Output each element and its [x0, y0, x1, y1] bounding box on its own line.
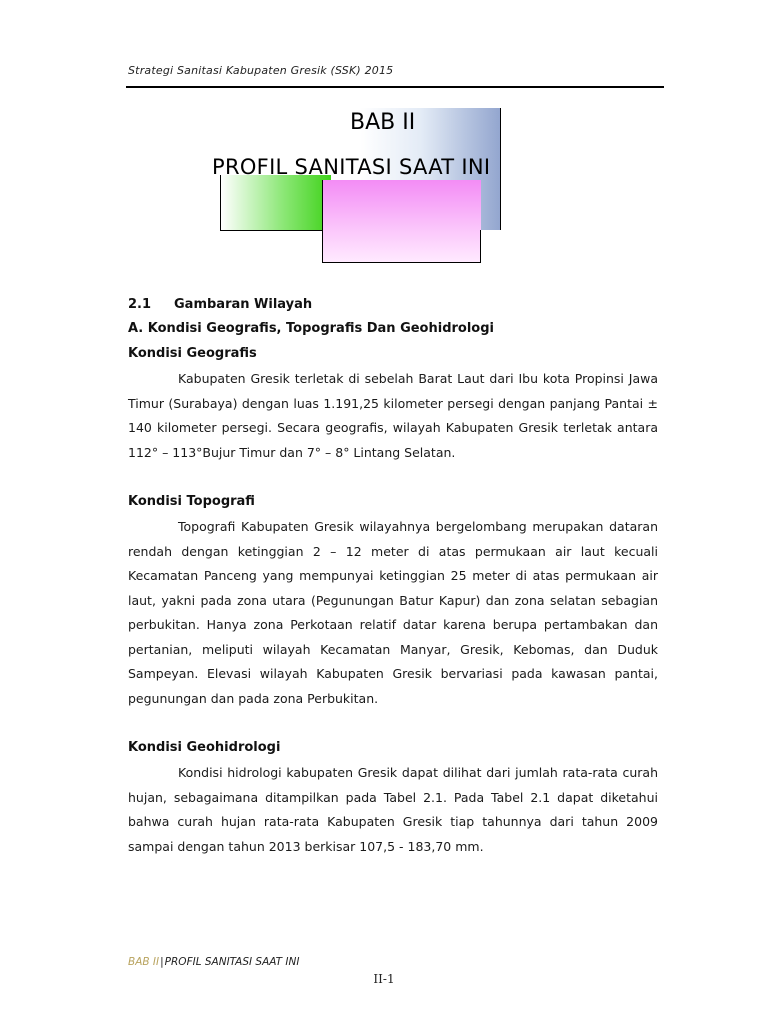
geohidrologi-heading: Kondisi Geohidrologi [128, 740, 281, 755]
footer-chapter-label [128, 956, 300, 968]
subsection-heading: A. Kondisi Geografis, Topografis Dan Geohidrologi [128, 321, 494, 336]
header-rule [126, 86, 664, 88]
geografis-paragraph: Kabupaten Gresik terletak di sebelah Barat Laut dari Ibu kota Propinsi Jawa Timur (Surabaya) dengan luas 1.191,25 kilometer persegi dengan panjang Pantai ± 140 kilometer persegi. Secara geografis, wilayah Kabupaten Gresik terletak antara 112° – 113°Bujur Timur dan 7° – 8° Lintang Selatan. [128, 371, 658, 460]
running-header: Strategi Sanitasi Kabupaten Gresik (SSK) 2015 [128, 64, 394, 77]
spacer [128, 465, 658, 489]
chapter-number: BAB II [350, 110, 416, 135]
section-heading [128, 293, 658, 317]
main-content [128, 293, 658, 859]
decorative-green-box [220, 175, 331, 231]
chapter-title: PROFIL SANITASI SAAT INI [212, 155, 491, 179]
decorative-pink-box [322, 180, 481, 263]
footer-title: PROFIL SANITASI SAAT INI [164, 956, 300, 968]
geohidrologi-paragraph: Kondisi hidrologi kabupaten Gresik dapat dilihat dari jumlah rata-rata curah hujan, sebagaimana ditampilkan pada Tabel 2.1. Pada Tabel 2.1 dapat diketahui bahwa curah hujan rata-rata Kabupaten Gresik tiap tahunnya dari tahun 2009 sampai dengan tahun 2013 berkisar 107,5 - 183,70 mm. [128, 765, 658, 854]
footer-bab: BAB II [128, 956, 160, 968]
decorative-line [480, 230, 481, 262]
section-number: 2.1 [128, 297, 152, 312]
spacer [128, 711, 658, 735]
topografi-paragraph: Topografi Kabupaten Gresik wilayahnya bergelombang merupakan dataran rendah dengan ketinggian 2 – 12 meter di atas permukaan air laut kecuali Kecamatan Panceng yang mempunyai ketinggian 25 meter di atas permukaan air laut, yakni pada zona utara (Pegunungan Batur Kapur) dan zona selatan sebagian perbukitan. Hanya zona Perkotaan relatif datar karena berupa pertambakan dan pertanian, meliputi wilayah Kecamatan Manyar, Gresik, Kebomas, dan Duduk Sampeyan. Elevasi wilayah Kabupaten Gresik bervariasi pada kawasan pantai, pegunungan dan pada zona Perbukitan. [128, 519, 658, 706]
page-number: II-1 [373, 972, 395, 986]
section-title: Gambaran Wilayah [174, 297, 313, 312]
geografis-heading: Kondisi Geografis [128, 346, 257, 361]
footer-separator: | [160, 956, 164, 968]
topografi-heading: Kondisi Topografi [128, 494, 255, 509]
